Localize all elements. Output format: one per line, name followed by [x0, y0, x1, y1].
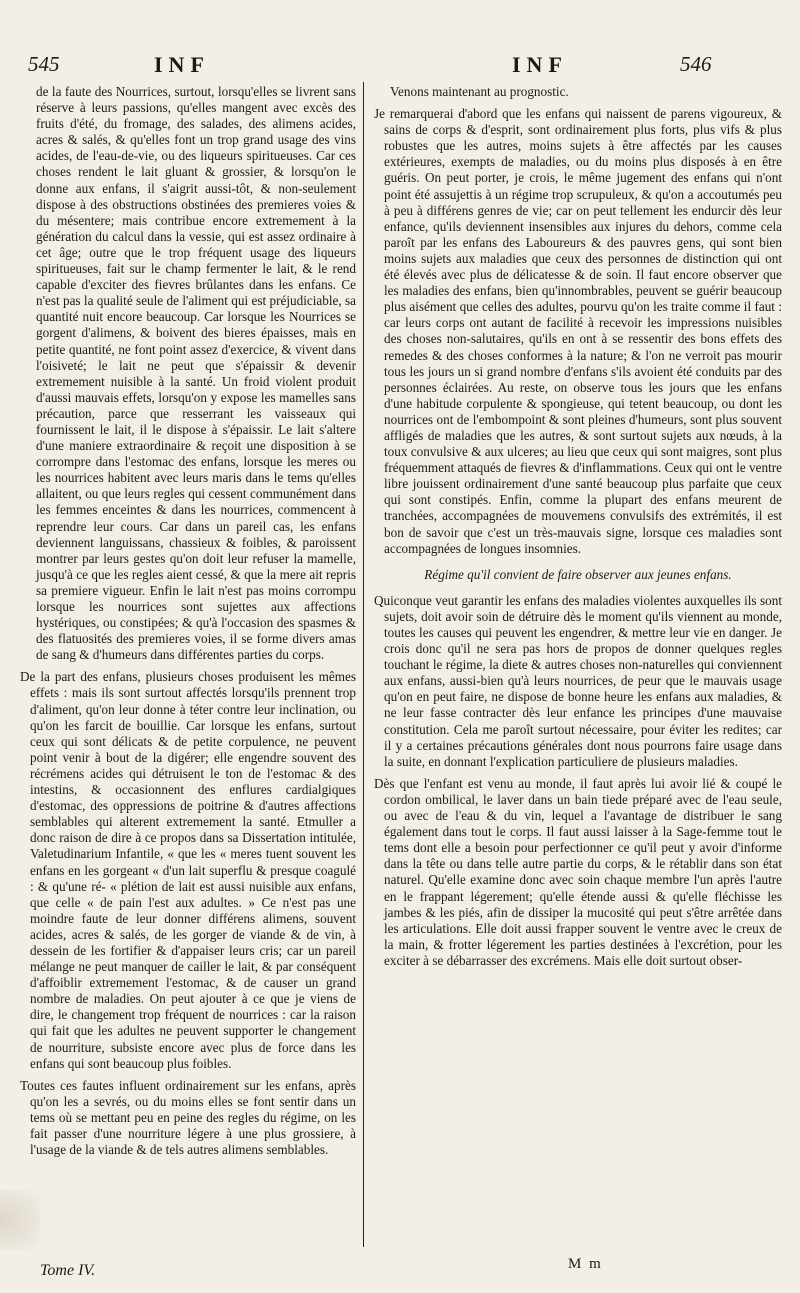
right-paragraph-1: Venons maintenant au prognostic. [390, 84, 569, 99]
running-head-right: INF [512, 52, 568, 77]
volume-label: Tome IV. [40, 1262, 96, 1279]
right-paragraph-3: Quiconque veut garantir les enfans des maladies violentes auxquelles ils sont sujets, doit avoir soin de détruire dès le moment qu'ils viennent au monde, toutes les causes qui peuvent les engendrer, & mettre leur vie en danger. Je crois donc qu'il ne sera pas hors de propos de donner quelques regles touchant le régime, la diete & autres choses non-naturelles qui conviennent aux enfans, aussi-bien qu'à leurs nourrices, de peur que le mauvais usage qu'on en peut faire, ne dispose de bonne heure les enfans aux maladies, & ne leur fasse contracter dès leur enfance les principes d'une mauvaise constitution. Cela me paroît surtout nécessaire, pour éviter les redites; car il y a certaines précautions générales dont nous pourrons faire usage dans la suite, en donnant l'explication particuliere de plusieurs maladies. [374, 592, 782, 769]
right-paragraph-2: Je remarquerai d'abord que les enfans qui naissent de parens vigoureux, & sains de corps & d'esprit, sont ordinairement plus forts, plus vifs & plus robustes que les autres, moins sujets à être affectés par les causes extérieures, exempts de maladies, ou du moins plus disposés à en être guéris. On peut porter, je crois, le même jugement des enfans qui n'ont point été assujettis à un régime trop scrupuleux, & qu'on a accoutumés peu à peu à différens genres de vie; car on peut tellement les endurcir dès leur enfance, qu'ils deviennent insensibles aux injures du dehors, comme cela paroît par les enfans des Laboureurs & des pauvres gens, qui sont bien moins sujets aux maladies que ceux des personnes de distinction qui ont été élevés avec plus de délicatesse & de soin. Il faut encore observer que les maladies des enfans, bien qu'innombrables, peuvent se guérir beaucoup plus aisément que celles des adultes, pourvu qu'on les traite comme il faut : car leurs corps ont autant de facilité à recevoir les impressions nuisibles des choses non-salutaires, qu'ils en ont à se ressentir des bons effets des remedes & des choses conformes à la nature; & l'on ne verroit pas mourir tous les jours un si grand nombre d'enfans s'ils avoient été conduits par des personnes éclairées. Au reste, on observe tous les jours que les enfans d'une habitude corpulente & spongieuse, qui tetent beaucoup, ou dont les nourrices ont de l'embompoint & sont pleines d'humeurs, sont plus souvent affligés de maladies que les autres, & sont surtout sujets aux nœuds, à la toux convulsive & aux ulceres; au lieu que ceux qui sont maigres, sont plus fréquemment attaqués de fievres & d'inflammations. Ceux qui ont le ventre libre jouissent ordinairement d'une santé beaucoup plus parfaite que ceux qui sont constipés. Enfin, comme la plupart des enfans meurent de tranchées, accompagnées de mouvemens convulsifs des extrémités, il est bon de savoir que c'est un très-mauvais signe, lorsque ces maladies sont accompagnées de longues insomnies. [374, 106, 782, 556]
signature-mark: M m [568, 1256, 603, 1272]
left-paragraph-2: De la part des enfans, plusieurs choses produisent les mêmes effets : mais ils sont surtout affectés lorsqu'ils prennent trop d'aliment, qu'on leur donne à téter contre leur inclination, ou qu'on les farcit de bouillie. Car lorsque les enfans, surtout ceux qui sont délicats & de petite corpulence, ne peuvent point venir à bout de la digérer; elle engendre souvent des récrémens acides qui détruisent le ton de l'estomac & des intestins, & occasionnent des enflures cardialgiques d'estomac, des oppressions de poitrine & d'autres affections semblables qui alterent extremement la santé. Etmuller a donc raison de dire à ce propos dans sa Dissertation intitulée, Valetudinarium Infantile, « que les « meres tuent souvent les enfans en les gorgeant « d'un lait superflu & presque coagulé : & qu'une ré- « plétion de lait est aussi nuisible aux enfans, que celle « de pain l'est aux adultes. » Ce n'est pas une moindre faute de leur donner différens alimens, souvent acides, acres & salés, de les gorger de viande & de vin, à dessein de les fortifier & d'appaiser leurs cris; car un pareil mélange ne peut manquer de cailler le lait, & par conséquent d'affoiblir extremement l'estomac, & de causer un grand nombre de maladies. On peut ajouter à ce que je viens de dire, le changement trop fréquent de nourrices : car la raison qui fait que les adultes ne peuvent supporter le changement de nourriture, subsiste encore avec plus de force dans les enfans qui sont beaucoup plus foibles. [20, 669, 356, 1071]
right-column [374, 84, 782, 975]
left-paragraph-3: Toutes ces fautes influent ordinairement sur les enfans, après qu'on les a sevrés, ou du moins elles se font sentir dans un tems où se mettant peu en peine des regles du régime, on les fait passer d'une nourriture légere à une plus grossiere, à l'usage de la viande & de tels autres alimens semblables. [20, 1077, 356, 1158]
left-column [20, 84, 356, 1164]
page-stain [0, 1190, 40, 1250]
section-heading: Régime qu'il convient de faire observer aux jeunes enfans. [424, 566, 732, 582]
page-number-right: 546 [680, 52, 712, 76]
left-paragraph-1: de la faute des Nourrices, surtout, lorsqu'elles se livrent sans réserve à leurs passions, qu'elles mangent avec excès des fruits d'été, du fromage, des salades, des alimens acides, acres & salés, & qu'elles font un trop grand usage des vins acides, de l'eau-de-vie, ou des liqueurs spiritueuses. Car ces choses rendent le lait gluant & grossier, & lorsqu'on le donne aux enfans, il s'aigrit aussi-tôt, & non-seulement dispose à des obstructions obstinées des premieres voies & du mésentere; mais contribue encore extremement à la génération du calcul dans la vessie, qui est assez ordinaire à cet âge; outre que le trop fréquent usage des liqueurs spiritueuses, fait sur le champ fermenter le lait, & le rend capable d'exciter des fievres brûlantes dans les enfans. Ce n'est pas la qualité seule de l'aliment qui est préjudiciable, sa quantité nuit encore beaucoup. Car lorsque les Nourrices se gorgent d'alimens, & boivent des bieres épaisses, mais en petite quantité, ne font point assez d'exercice, & vivent dans l'oisiveté; le lait ne peut que s'épaissir & devenir extremement nuisible à la santé. Un froid violent produit d'aussi mauvais effets, lorsqu'on y expose les mamelles sans précaution, parce que resserrant les vaisseaux qui fournissent le lait, il le dispose à s'épaissir. Le lait s'altere d'une maniere extraordinaire & reçoit une disposition à se corrompre dans l'estomac des enfans, lorsque les meres ou les nourrices habitent avec leurs maris dans le tems qu'elles allaitent, ou que leurs regles qui cessent communément dans les femmes enceintes & dans les nourrices, commencent à reprendre leur cours. Car dans un pareil cas, les enfans deviennent languissans, chassieux & foibles, & paroissent montrer par leurs gestes qu'on doit leur refuser la mamelle, jusqu'à ce que les regles aient cessé, & que la mere ait repris sa premiere vigueur. Enfin le lait n'est pas moins corrompu lorsque les nourrices sont sujettes aux affections hystériques, ou constipées; & qu'à l'occasion des spasmes & des flatuosités des premieres voies, il se forme divers amas de sang & d'humeurs dans différentes parties du corps. [36, 84, 356, 663]
column-divider [363, 82, 364, 1247]
page-number-left: 545 [28, 52, 60, 76]
running-head-left: INF [154, 52, 210, 77]
right-paragraph-4: Dès que l'enfant est venu au monde, il faut après lui avoir lié & coupé le cordon ombilical, le laver dans un bain tiede préparé avec de l'eau seule, ou avec de l'eau & du vin, lequel a l'avantage de distribuer le sang également dans tout le corps. Il faut aussi laisser à la Sage-femme tout le tems dont elle a besoin pour perfectionner ce qu'il peut y avoir d'informe dans la tête ou dans telle autre partie du corps, & le rétablir dans son état naturel. Qu'elle examine donc avec soin chaque membre l'un après l'autre en le frappant légerement; qu'elle étende aussi & qu'elle fléchisse les jambes & les piés, afin de dissiper la mucosité qui peut s'être arrêtée dans les articulations. Elle doit aussi frapper souvent le ventre avec le creux de la main, & frotter légerement les parties destinées à l'excrétion, pour les exciter à se débarrasser des excrémens. Mais elle doit surtout obser- [374, 775, 782, 968]
